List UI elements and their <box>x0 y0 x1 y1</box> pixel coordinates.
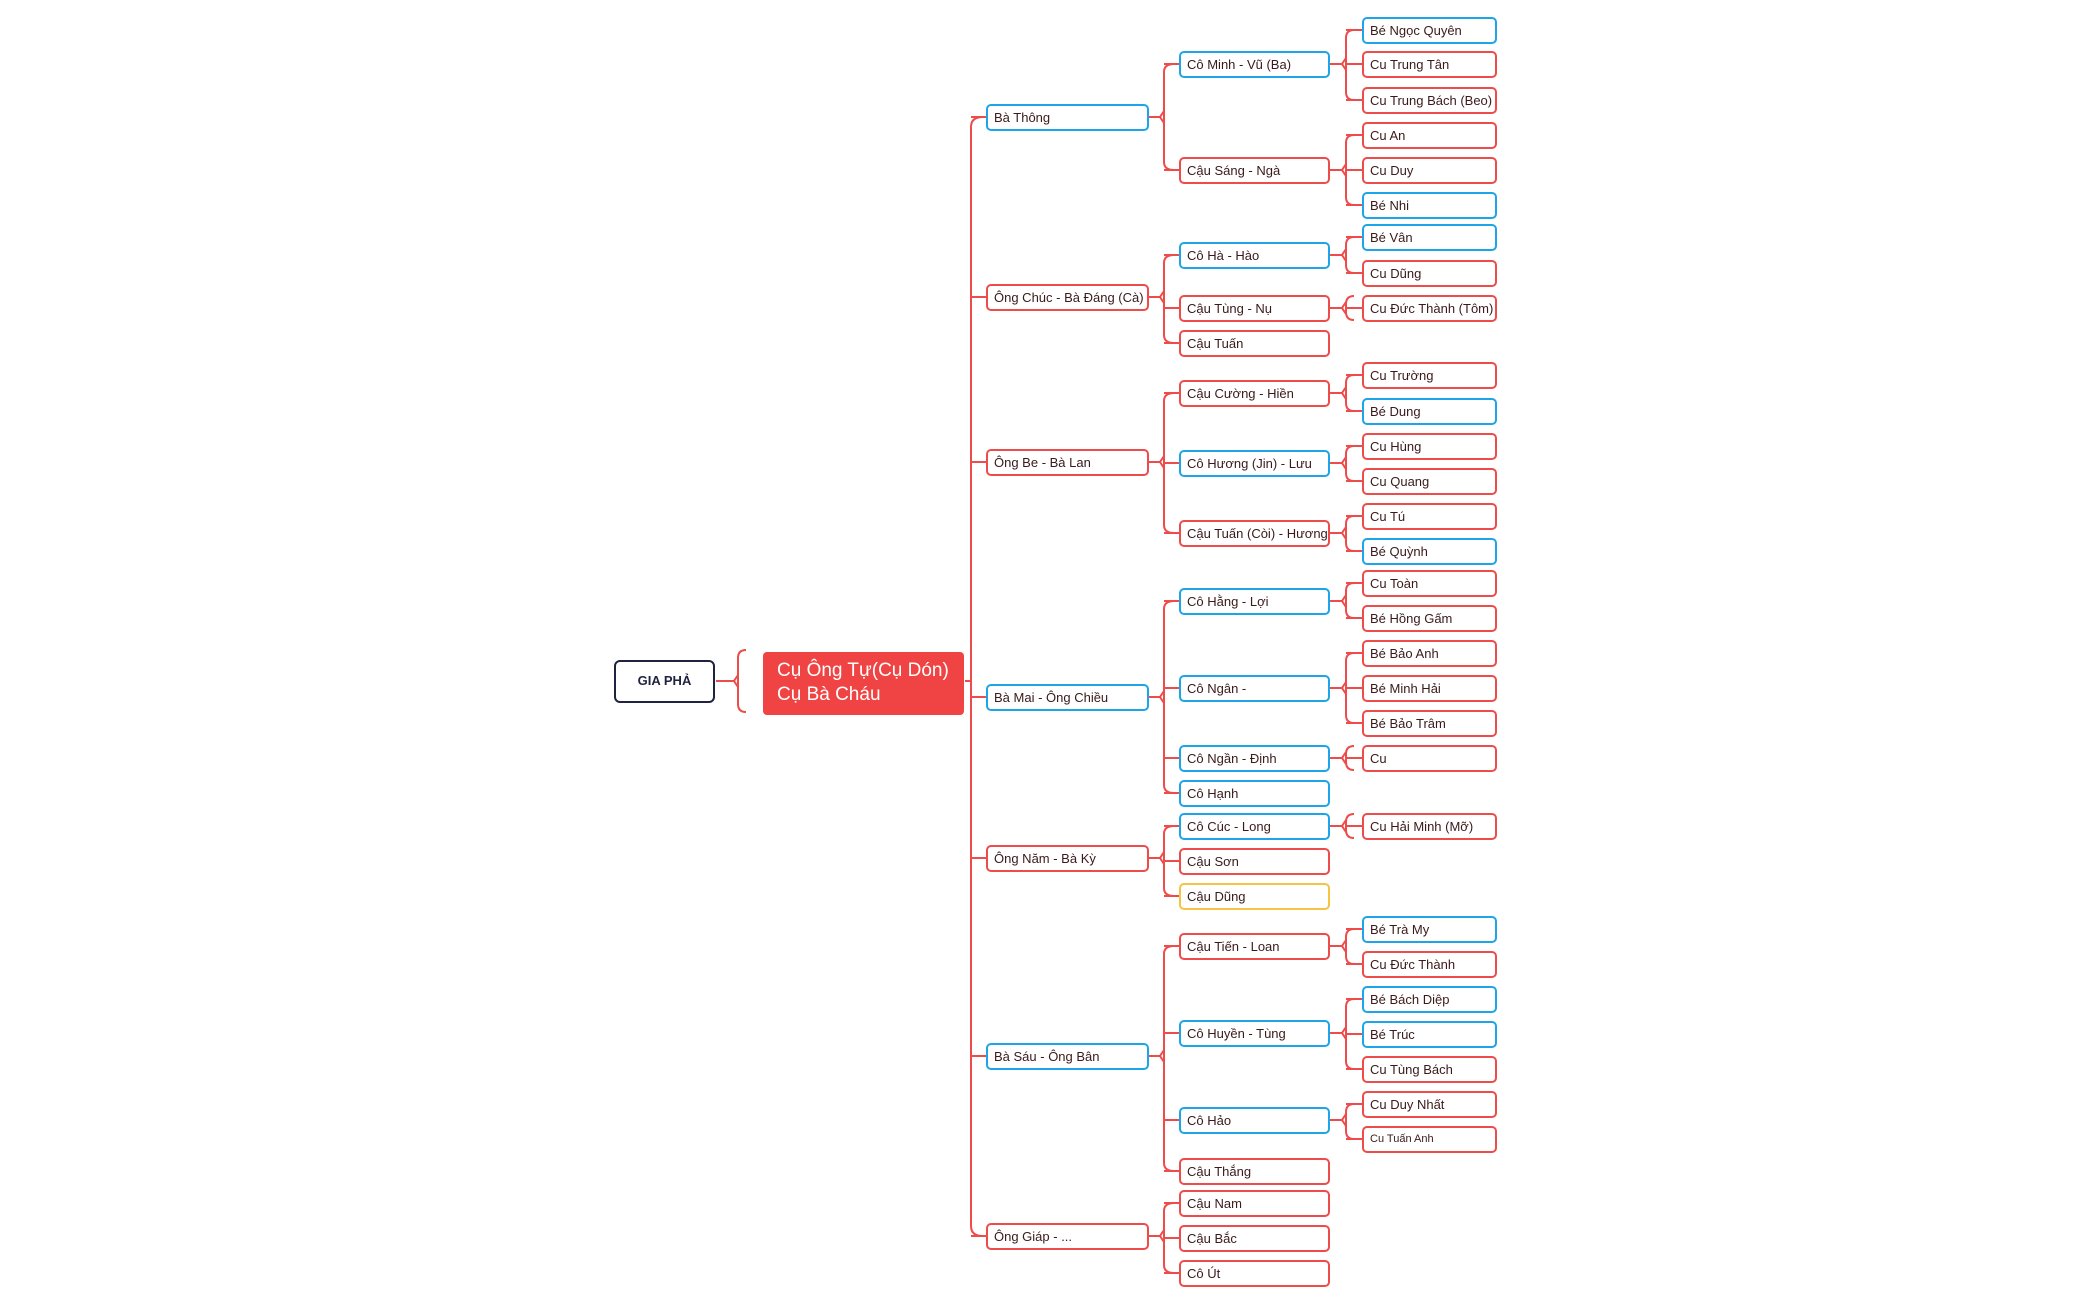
connector-line <box>1164 64 1174 170</box>
child-node[interactable]: Cô Ngân - <box>1179 675 1330 702</box>
branch-node[interactable]: Ông Chúc - Bà Đáng (Cà) <box>986 284 1149 311</box>
grandchild-node[interactable]: Cu Dũng <box>1362 260 1497 287</box>
branch-node[interactable]: Ông Be - Bà Lan <box>986 449 1149 476</box>
connector-line <box>1346 516 1354 551</box>
child-node[interactable]: Cậu Dũng <box>1179 883 1330 910</box>
grandchild-node[interactable]: Cu <box>1362 745 1497 772</box>
connector-line <box>1164 946 1174 1171</box>
grandchild-node[interactable]: Bé Nhi <box>1362 192 1497 219</box>
child-node[interactable]: Cậu Tùng - Nụ <box>1179 295 1330 322</box>
connector-line <box>738 650 746 712</box>
grandchild-node[interactable]: Bé Vân <box>1362 224 1497 251</box>
grandchild-node[interactable]: Bé Minh Hải <box>1362 675 1497 702</box>
child-node[interactable]: Cô Minh - Vũ (Ba) <box>1179 51 1330 78</box>
branch-node[interactable]: Bà Mai - Ông Chiều <box>986 684 1149 711</box>
connector-line <box>1164 255 1174 343</box>
grandchild-node[interactable]: Bé Bách Diệp <box>1362 986 1497 1013</box>
child-node[interactable]: Cô Ngần - Định <box>1179 745 1330 772</box>
grandchild-node[interactable]: Bé Trà My <box>1362 916 1497 943</box>
connector-line <box>1164 601 1174 793</box>
child-node[interactable]: Cô Hảo <box>1179 1107 1330 1134</box>
connector-line <box>1346 1104 1354 1139</box>
connector-line <box>1346 583 1354 618</box>
grandchild-node[interactable]: Cu Đức Thành (Tôm) <box>1362 295 1497 322</box>
grandchild-node[interactable]: Cu Đức Thành <box>1362 951 1497 978</box>
grandchild-node[interactable]: Bé Trúc <box>1362 1021 1497 1048</box>
grandchild-node[interactable]: Cu Hùng <box>1362 433 1497 460</box>
connector-line <box>1346 446 1354 481</box>
central-topic[interactable] <box>763 652 964 715</box>
grandchild-node[interactable]: Cu Trung Tân <box>1362 51 1497 78</box>
child-node[interactable]: Cậu Bắc <box>1179 1225 1330 1252</box>
grandchild-node[interactable]: Bé Ngọc Quyên <box>1362 17 1497 44</box>
grandchild-node[interactable]: Cu Duy Nhất <box>1362 1091 1497 1118</box>
branch-node[interactable]: Ông Giáp - ... <box>986 1223 1149 1250</box>
child-node[interactable]: Cô Hương (Jin) - Lưu <box>1179 450 1330 477</box>
child-node[interactable]: Cô Cúc - Long <box>1179 813 1330 840</box>
grandchild-node[interactable]: Cu Trường <box>1362 362 1497 389</box>
grandchild-node[interactable]: Cu Tú <box>1362 503 1497 530</box>
child-node[interactable]: Cậu Sáng - Ngà <box>1179 157 1330 184</box>
child-node[interactable]: Cô Hạnh <box>1179 780 1330 807</box>
grandchild-node[interactable]: Cu Duy <box>1362 157 1497 184</box>
central-topic-line-2: Cụ Bà Cháu <box>777 684 881 705</box>
child-node[interactable]: Cậu Tuấn (Còi) - Hương <box>1179 520 1330 547</box>
grandchild-node[interactable]: Bé Hồng Gấm <box>1362 605 1497 632</box>
branch-node[interactable]: Bà Sáu - Ông Bân <box>986 1043 1149 1070</box>
grandchild-node[interactable]: Cu Trung Bách (Beo) <box>1362 87 1497 114</box>
child-node[interactable]: Cậu Sơn <box>1179 848 1330 875</box>
child-node[interactable]: Cô Hằng - Lợi <box>1179 588 1330 615</box>
grandchild-node[interactable]: Bé Dung <box>1362 398 1497 425</box>
child-node[interactable]: Cô Út <box>1179 1260 1330 1287</box>
branch-node[interactable]: Ông Năm - Bà Kỳ <box>986 845 1149 872</box>
root-node[interactable]: GIA PHẢ <box>614 660 715 703</box>
central-topic-line-1: Cụ Ông Tự(Cụ Dón) <box>777 660 949 681</box>
grandchild-node[interactable]: Cu Toàn <box>1362 570 1497 597</box>
child-node[interactable]: Cậu Tuấn <box>1179 330 1330 357</box>
branch-node[interactable]: Bà Thông <box>986 104 1149 131</box>
child-node[interactable]: Cậu Cường - Hiền <box>1179 380 1330 407</box>
grandchild-node[interactable]: Cu Tùng Bách <box>1362 1056 1497 1083</box>
child-node[interactable]: Cậu Tiến - Loan <box>1179 933 1330 960</box>
child-node[interactable]: Cậu Thắng <box>1179 1158 1330 1185</box>
grandchild-node[interactable]: Bé Quỳnh <box>1362 538 1497 565</box>
grandchild-node[interactable]: Bé Bảo Anh <box>1362 640 1497 667</box>
grandchild-node[interactable]: Cu An <box>1362 122 1497 149</box>
child-node[interactable]: Cô Hà - Hào <box>1179 242 1330 269</box>
connector-line <box>971 117 983 1236</box>
connector-line <box>1346 375 1354 411</box>
grandchild-node[interactable]: Cu Quang <box>1362 468 1497 495</box>
child-node[interactable]: Cậu Nam <box>1179 1190 1330 1217</box>
grandchild-node[interactable]: Cu Tuấn Anh <box>1362 1126 1497 1153</box>
connector-line <box>1346 929 1354 964</box>
child-node[interactable]: Cô Huyền - Tùng <box>1179 1020 1330 1047</box>
connector-line <box>1346 237 1354 273</box>
grandchild-node[interactable]: Cu Hải Minh (Mỡ) <box>1362 813 1497 840</box>
grandchild-node[interactable]: Bé Bảo Trâm <box>1362 710 1497 737</box>
